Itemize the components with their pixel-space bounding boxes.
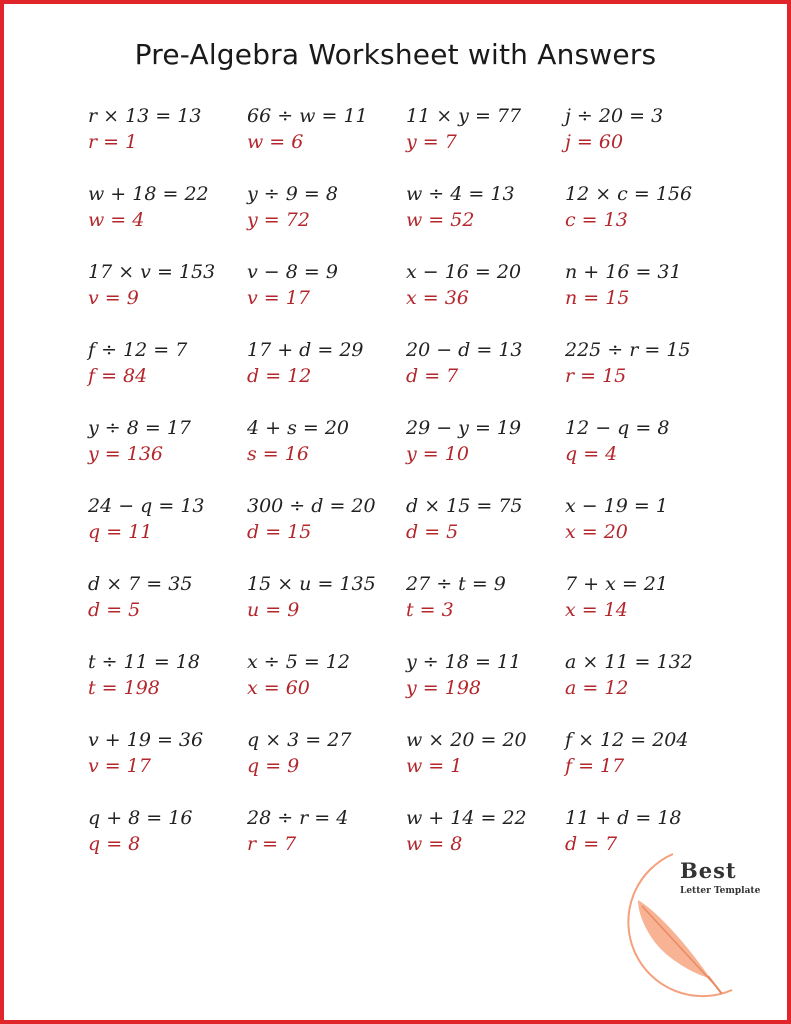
logo-wordmark: Best xyxy=(680,858,737,883)
answer: v = 17 xyxy=(247,287,310,309)
problem-cell xyxy=(565,649,724,727)
equation: v − 8 = 9 xyxy=(247,261,338,283)
problem-cell xyxy=(406,337,565,415)
problem-cell xyxy=(406,259,565,337)
equation: x − 16 = 20 xyxy=(406,261,522,283)
answer: v = 9 xyxy=(88,287,139,309)
answer: d = 12 xyxy=(247,365,312,387)
equation: 4 + s = 20 xyxy=(247,417,350,439)
equation: f × 12 = 204 xyxy=(565,729,689,751)
answer: y = 10 xyxy=(406,443,469,465)
problem-cell xyxy=(88,415,247,493)
answer: a = 12 xyxy=(565,677,629,699)
answer: f = 84 xyxy=(88,365,148,387)
problem-cell xyxy=(247,337,406,415)
answer: d = 7 xyxy=(406,365,459,387)
equation: r × 13 = 13 xyxy=(88,105,202,127)
answer: q = 8 xyxy=(88,833,141,855)
problem-cell xyxy=(565,259,724,337)
problem-cell xyxy=(247,415,406,493)
answer: d = 7 xyxy=(565,833,618,855)
equation: w + 14 = 22 xyxy=(406,807,527,829)
answer: c = 13 xyxy=(565,209,628,231)
problem-cell xyxy=(406,493,565,571)
answer: w = 4 xyxy=(88,209,145,231)
answer: w = 52 xyxy=(406,209,475,231)
problem-cell xyxy=(406,181,565,259)
equation: q × 3 = 27 xyxy=(247,729,352,751)
answer: x = 60 xyxy=(247,677,310,699)
equation: t ÷ 11 = 18 xyxy=(88,651,200,673)
problem-cell xyxy=(88,571,247,649)
equation: y ÷ 8 = 17 xyxy=(88,417,191,439)
problem-cell xyxy=(88,103,247,181)
answer: v = 17 xyxy=(88,755,151,777)
equation: y ÷ 9 = 8 xyxy=(247,183,338,205)
equation: v + 19 = 36 xyxy=(88,729,204,751)
problem-cell xyxy=(406,103,565,181)
answer: r = 7 xyxy=(247,833,297,855)
equation: 66 ÷ w = 11 xyxy=(247,105,368,127)
equation: 17 + d = 29 xyxy=(247,339,364,361)
equation: 27 ÷ t = 9 xyxy=(406,573,506,595)
equation: d × 7 = 35 xyxy=(88,573,193,595)
equation: 15 × u = 135 xyxy=(247,573,376,595)
equation: n + 16 = 31 xyxy=(565,261,682,283)
equation: 11 + d = 18 xyxy=(565,807,682,829)
equation: a × 11 = 132 xyxy=(565,651,693,673)
answer: r = 1 xyxy=(88,131,138,153)
answer: n = 15 xyxy=(565,287,630,309)
problem-cell xyxy=(565,727,724,805)
answer: r = 15 xyxy=(565,365,627,387)
equation: 7 + x = 21 xyxy=(565,573,668,595)
equation: w + 18 = 22 xyxy=(88,183,209,205)
answer: q = 4 xyxy=(565,443,618,465)
equation: d × 15 = 75 xyxy=(406,495,523,517)
problem-cell xyxy=(88,493,247,571)
answer: y = 198 xyxy=(406,677,481,699)
page-title: Pre-Algebra Worksheet with Answers xyxy=(134,38,657,71)
problem-cell xyxy=(247,727,406,805)
brand-logo xyxy=(610,850,760,1000)
answer: t = 198 xyxy=(88,677,160,699)
answer: d = 5 xyxy=(406,521,459,543)
equation: f ÷ 12 = 7 xyxy=(88,339,188,361)
problem-cell xyxy=(247,805,406,883)
problem-cell xyxy=(406,649,565,727)
answer: x = 14 xyxy=(565,599,628,621)
equation: 20 − d = 13 xyxy=(406,339,523,361)
answer: y = 72 xyxy=(247,209,310,231)
problem-cell xyxy=(406,805,565,883)
problem-cell xyxy=(565,181,724,259)
equation: x − 19 = 1 xyxy=(565,495,668,517)
answer: d = 15 xyxy=(247,521,312,543)
equation: 12 − q = 8 xyxy=(565,417,670,439)
problem-cell xyxy=(406,571,565,649)
answer: j = 60 xyxy=(565,131,624,153)
problem-cell xyxy=(565,415,724,493)
answer: u = 9 xyxy=(247,599,300,621)
problem-cell xyxy=(565,337,724,415)
equation: 11 × y = 77 xyxy=(406,105,522,127)
problem-grid xyxy=(88,103,724,883)
equation: 28 ÷ r = 4 xyxy=(247,807,349,829)
answer: x = 36 xyxy=(406,287,469,309)
problem-cell xyxy=(88,337,247,415)
problem-cell xyxy=(247,649,406,727)
equation: 17 × v = 153 xyxy=(88,261,216,283)
answer: d = 5 xyxy=(88,599,141,621)
answer: y = 136 xyxy=(88,443,163,465)
equation: q + 8 = 16 xyxy=(88,807,193,829)
problem-cell xyxy=(565,493,724,571)
problem-cell xyxy=(88,181,247,259)
problem-cell xyxy=(247,493,406,571)
equation: j ÷ 20 = 3 xyxy=(565,105,664,127)
logo-tagline: Letter Template xyxy=(680,886,761,896)
problem-cell xyxy=(565,103,724,181)
problem-cell xyxy=(247,103,406,181)
problem-cell xyxy=(247,181,406,259)
answer: t = 3 xyxy=(406,599,454,621)
equation: 300 ÷ d = 20 xyxy=(247,495,376,517)
answer: q = 11 xyxy=(88,521,153,543)
answer: q = 9 xyxy=(247,755,300,777)
equation: w ÷ 4 = 13 xyxy=(406,183,515,205)
answer: w = 8 xyxy=(406,833,463,855)
answer: y = 7 xyxy=(406,131,457,153)
equation: 29 − y = 19 xyxy=(406,417,522,439)
problem-cell xyxy=(88,649,247,727)
answer: x = 20 xyxy=(565,521,628,543)
equation: w × 20 = 20 xyxy=(406,729,527,751)
problem-cell xyxy=(406,727,565,805)
equation: 24 − q = 13 xyxy=(88,495,205,517)
problem-cell xyxy=(406,415,565,493)
problem-cell xyxy=(88,805,247,883)
answer: w = 6 xyxy=(247,131,304,153)
equation: 225 ÷ r = 15 xyxy=(565,339,691,361)
answer: w = 1 xyxy=(406,755,463,777)
problem-cell xyxy=(247,571,406,649)
answer: f = 17 xyxy=(565,755,625,777)
answer: s = 16 xyxy=(247,443,309,465)
equation: y ÷ 18 = 11 xyxy=(406,651,522,673)
equation: 12 × c = 156 xyxy=(565,183,693,205)
problem-cell xyxy=(88,259,247,337)
problem-cell xyxy=(88,727,247,805)
problem-cell xyxy=(565,571,724,649)
equation: x ÷ 5 = 12 xyxy=(247,651,350,673)
problem-cell xyxy=(247,259,406,337)
